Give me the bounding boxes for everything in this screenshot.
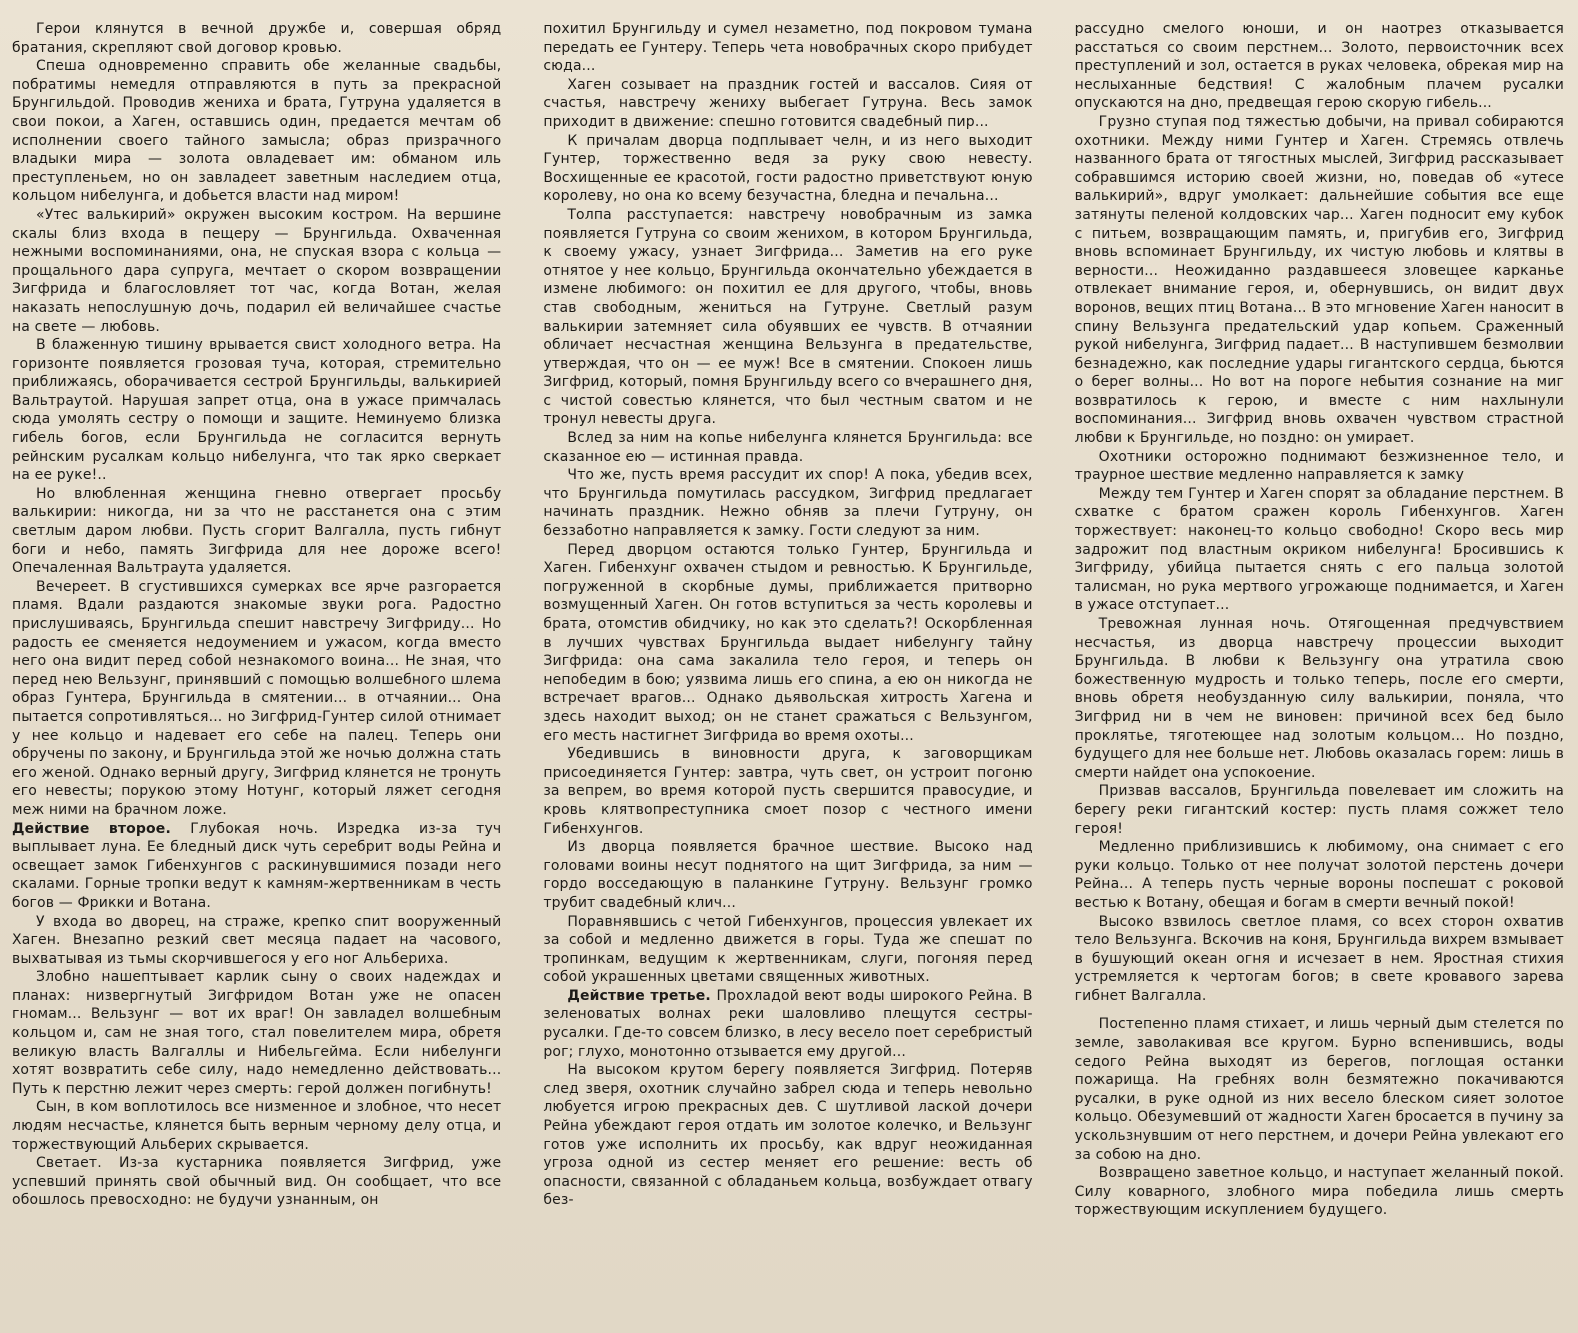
text-column-2: [543, 20, 1032, 1333]
paragraph: [1075, 1164, 1564, 1220]
paragraph: [12, 20, 501, 57]
paragraph-text: Глубокая ночь. Изредка из-за туч выплывает луна. Ее бледный диск чуть серебрит воды Рейна и освещает замок Гибенхунгов с раскинувшимися позади него скалами. Горные тропки ведут к камням-жертвенникам в честь богов — Фрикки и Вотана.: [12, 820, 502, 911]
paragraph-text: Постепенно пламя стихает, и лишь черный дым стелется по земле, заволакивая все кругом. Бурно вспенившись, воды седого Рейна выходят из берегов, поглощая останки пожарища. На гребнях волн безмятежно покачиваются русалки, в руке одной из них весело блеском сияет золотое кольцо. Обезумевший от жадности Хаген бросается в пучину за ускользнувшим от него перстнем, и дочери Рейна увлекают его за собою на дно.: [1074, 1016, 1564, 1163]
paragraph-text: похитил Брунгильду и сумел незаметно, под покровом тумана передать ее Гунтеру. Теперь чета новобрачных скоро прибудет сюда...: [543, 21, 1033, 75]
paragraph: [543, 838, 1032, 912]
paragraph: [1075, 113, 1564, 448]
paragraph: [543, 20, 1032, 76]
paragraph-text: Вечереет. В сгустившихся сумерках все ярче разгорается пламя. Вдали раздаются знакомые звуки рога. Радостно прислушиваясь, Брунгильда спешит навстречу Зигфриду... Но радость ее сменяется недоумением и ужасом, когда вместо него она видит перед собой незнакомого воина... Не зная, что перед нею Вельзунг, принявший с помощью волшебного шлема образ Гунтера, Брунгильда в смятении... в отчаянии... Она пытается сопротивляться... но Зигфрид-Гунтер силой отнимает у нее кольцо и надевает его себе на палец. Теперь они обручены по закону, и Брунгильда этой же ночью должна стать его женой. Однако верный другу, Зигфрид клянется не тронуть его невесты; порукою этому Нотунг, который ляжет сегодня меж ними на брачном ложе.: [12, 578, 502, 818]
paragraph-text: Толпа расступается: навстречу новобрачным из замка появляется Гутруна со своим женихом, в котором Брунгильда, к своему ужасу, узнает Зигфрида... Заметив на его руке отнятое у нее кольцо, Брунгильда окончательно убеждается в измене любимого: он похитил ее для другого, чтобы, вновь став свободным, жениться на Гутруне. Светлый разум валькирии затемняет сила обуявших ее чувств. В отчаянии обличает несчастная женщина Вельзунга в предательстве, утверждая, что он — ее муж! Все в смятении. Спокоен лишь Зигфрид, который, помня Брунгильду всего со вчерашнего дня, с чистой совестью клянется, что был честным сватом и не тронул невесты друга.: [543, 206, 1033, 428]
paragraph: [543, 206, 1032, 429]
paragraph: [1075, 913, 1564, 1006]
paragraph-text: Спеша одновременно справить обе желанные свадьбы, побратимы немедля отправляются в путь за прекрасной Брунгильдой. Проводив жениха и брата, Гутруна удаляется в свои покои, а Хаген, оставшись один, предается мечтам об исполнении своего тайного замысла; образ призрачного владыки мира — золота овладевает им: обманом иль преступленьем, но он завладеет заветным наследием отца, кольцом нибелунга, и добьется власти над миром!: [12, 58, 502, 205]
paragraph: [12, 57, 501, 206]
paragraph: [1075, 448, 1564, 485]
paragraph: [1075, 20, 1564, 113]
paragraph: [543, 76, 1032, 132]
paragraph-text: Светает. Из-за кустарника появляется Зигфрид, уже успевший принять свой обычный вид. Он сообщает, что все обошлось превосходно: не будучи узнанным, он: [12, 1155, 502, 1209]
paragraph: [12, 485, 501, 578]
act-heading: Действие второе.: [12, 820, 191, 837]
paragraph: [1075, 485, 1564, 615]
paragraph-text: В блаженную тишину врывается свист холодного ветра. На горизонте появляется грозовая туча, которая, стремительно приближаясь, оборачивается сестрой Брунгильды, валькирией Вальтраутой. Нарушая запрет отца, она в ужасе примчалась сюда умолять сестру о помощи и защите. Неминуемо близка гибель богов, если Брунгильда не согласится вернуть рейнским русалкам кольцо нибелунга, что так ярко сверкает на ее руке!..: [12, 337, 502, 484]
paragraph: [12, 206, 501, 336]
paragraph: [12, 968, 501, 1098]
paragraph-text: Возвращено заветное кольцо, и наступает желанный покой. Силу коварного, злобного мира победила лишь смерть торжествующим искуплением будущего.: [1074, 1165, 1564, 1219]
paragraph: [12, 336, 501, 485]
paragraph-text: Между тем Гунтер и Хаген спорят за обладание перстнем. В схватке с братом сражен король Гибенхунгов. Хаген торжествует: наконец-то кольцо свободно! Скоро весь мир задрожит под властным окриком нибелунга! Бросившись к Зигфриду, убийца пытается снять с его пальца золотой талисман, но рука мертвого угрожающе поднимается, и Хаген в ужасе отступает...: [1074, 485, 1564, 614]
paragraph-text: Герои клянутся в вечной дружбе и, совершая обряд братания, скрепляют свой договор кровью.: [12, 21, 502, 56]
paragraph-text: Хаген созывает на праздник гостей и вассалов. Сияя от счастья, навстречу жениху выбегает Гутруна. Весь замок приходит в движение: спешно готовится свадебный пир...: [543, 76, 1033, 130]
paragraph-text: Из дворца появляется брачное шествие. Высоко над головами воины несут поднятого на щит Зигфрида, за ним — гордо восседающую в паланкине Гутруну. Вельзунг громко трубит свадебный клич...: [543, 839, 1033, 911]
paragraph-text: Охотники осторожно поднимают безжизненное тело, и траурное шествие медленно направляется к замку: [1074, 448, 1564, 484]
act-heading: Действие третье.: [567, 987, 717, 1004]
paragraph: [543, 466, 1032, 540]
paragraph: [1075, 782, 1564, 838]
paragraph-text: «Утес валькирий» окружен высоким костром. На вершине скалы близ входа в пещеру — Брунгильда. Охваченная нежными воспоминаниями, она, не спуская взора с кольца — прощального дара супруга, мечтает о скором возвращении Зигфрида и благословляет тот час, когда Вотан, желая наказать непослушную дочь, подарил ей величайшее счастье на свете — любовь.: [12, 206, 502, 335]
paragraph-text: Тревожная лунная ночь. Отягощенная предчувствием несчастья, из дворца навстречу процессии выходит Брунгильда. В любви к Вельзунгу она утратила свою божественную мудрость и только теперь, после его смерти, вновь обретя необузданную силу валькирии, поняла, что Зигфрид ни в чем не виновен: причиной всех бед было проклятье, тяготеющее над золотым кольцом... Но поздно, будущего для нее больше нет. Любовь оказалась горем: лишь в смерти найдет она успокоение.: [1074, 616, 1564, 781]
text-column-3: [1075, 20, 1564, 1333]
paragraph-text: Вслед за ним на копье нибелунга клянется Брунгильда: все сказанное ею — истинная правда.: [543, 430, 1033, 465]
paragraph: [12, 578, 501, 820]
paragraph-text: Убедившись в виновности друга, к заговорщикам присоединяется Гунтер: завтра, чуть свет, он устроит погоню за вепрем, во время которой пусть свершится правосудие, и кровь клятвопреступника смоет позор с честного имени Гибенхунгов.: [543, 746, 1033, 837]
paragraph-text: Высоко взвилось светлое пламя, со всех сторон охватив тело Вельзунга. Вскочив на коня, Брунгильда вихрем взмывает в бушующий океан огня и исчезает в нем. Яростная стихия устремляется к чертогам богов; в свете кровавого зарева гибнет Валгалла.: [1074, 913, 1564, 1004]
paragraph: [12, 820, 501, 913]
paragraph: [543, 429, 1032, 466]
paragraph: [12, 1154, 501, 1210]
paragraph: [1075, 1015, 1564, 1164]
paragraph: [543, 541, 1032, 746]
paragraph: [543, 987, 1032, 1061]
paragraph: [12, 913, 501, 969]
text-column-1: [12, 20, 501, 1333]
paragraph: [1075, 838, 1564, 912]
paragraph-text: Что же, пусть время рассудит их спор! А пока, убедив всех, что Брунгильда помутилась рассудком, Зигфрид предлагает начинать праздник. Нежно обняв за плечи Гутруну, он беззаботно направляется к замку. Гости следуют за ним.: [543, 467, 1033, 540]
paragraph-text: Медленно приблизившись к любимому, она снимает с его руки кольцо. Только от нее получат золотой перстень дочери Рейна... А теперь пусть черные вороны поспешат с роковой вестью к Вотану, обещая и богам в смерти вечный покой!: [1074, 839, 1564, 911]
paragraph: [543, 745, 1032, 838]
paragraph: [543, 132, 1032, 206]
paragraph-text: К причалам дворца подплывает челн, и из него выходит Гунтер, торжественно ведя за руку свою невесту. Восхищенные ее красотой, гости радостно приветствуют юную королеву, но она ко всему безучастна, бледна и печальна...: [543, 132, 1033, 205]
paragraph-text: У входа во дворец, на страже, крепко спит вооруженный Хаген. Внезапно резкий свет месяца падает на часового, выхватывая из тьмы скорчившегося у его ног Альбериха.: [12, 913, 502, 967]
paragraph: [543, 913, 1032, 987]
paragraph-text: Поравнявшись с четой Гибенхунгов, процессия увлекает их за собой и медленно движется в горы. Туда же спешат по тропинкам, ведущим к жертвенникам, слуги, погоняя перед собой украшенных цветами священных животных.: [543, 913, 1033, 986]
paragraph-text: рассудно смелого юноши, и он наотрез отказывается расстаться со своим перстнем... Золото, первоисточник всех преступлений и зол, остается в руках человека, обрекая мир на неслыханные бедствия! С жалобным плачем русалки опускаются на дно, предвещая герою скорую гибель...: [1074, 21, 1564, 112]
paragraph: [543, 1061, 1032, 1210]
paragraph: [1075, 615, 1564, 782]
paragraph: [12, 1098, 501, 1154]
paragraph-text: Прохладой веют воды широкого Рейна. В зеленоватых волнах реки шаловливо плещутся сестры-русалки. Где-то совсем близко, в лесу весело поет серебристый рог; глухо, монотонно отзывается ему другой...: [543, 987, 1033, 1060]
paragraph-text: Но влюбленная женщина гневно отвергает просьбу валькирии: никогда, ни за что не расстанется она с этим светлым даром любви. Пусть сгорит Валгалла, пусть гибнут боги и небо, память Зигфрида для нее дороже всего! Опечаленная Вальтраута удаляется.: [12, 485, 502, 577]
paragraph-text: Сын, в ком воплотилось все низменное и злобное, что несет людям несчастье, клянется быть верным черному делу отца, и торжествующий Альберих скрывается.: [12, 1099, 502, 1153]
paragraph-text: Грузно ступая под тяжестью добычи, на привал собираются охотники. Между ними Гунтер и Хаген. Стремясь отвлечь названного брата от тягостных мыслей, Зигфрид рассказывает собравшимся историю своей жизни, но, поведав об «утесе валькирий», вдруг умолкает: дальнейшие события все еще затянуты пеленой колдовских чар... Хаген подносит ему кубок с питьем, возвращающим память, и, пригубив его, Зигфрид вновь вспоминает Брунгильду, их чистую любовь и клятвы в верности... Неожиданно раздавшееся зловещее карканье отвлекает внимание героя, и, обернувшись, он видит двух воронов, вещих птиц Вотана... В это мгновение Хаген наносит в спину Вельзунга предательский удар копьем. Сраженный рукой нибелунга, Зигфрид падает... В наступившем безмолвии безнадежно, как последние удары гигантского сердца, бьются о берег волны... Но вот на пороге небытия сознание на миг возвратилось к герою, и вместе с ним нахлынули воспоминания... Зигфрид вновь охвачен чувством страстной любви к Брунгильде, но поздно: он умирает.: [1074, 113, 1564, 447]
paragraph-text: Злобно нашептывает карлик сыну о своих надеждах и планах: низвергнутый Зигфридом Вотан уже не опасен гномам... Вельзунг — вот их враг! Он завладел волшебным кольцом и, сам не зная того, стал повелителем мира, обретя великую власть Валгаллы и Нибельгейма. Если нибелунги хотят возвратить себе силу, надо немедленно действовать... Путь к перстню лежит через смерть: герой должен погибнуть!: [12, 969, 502, 1097]
paragraph-text: На высоком крутом берегу появляется Зигфрид. Потеряв след зверя, охотник случайно забрел сюда и теперь невольно любуется игрою прекрасных дев. С шутливой лаской дочери Рейна убеждают героя отдать им золотое колечко, и Вельзунг готов уже исполнить их просьбу, как вдруг неожиданная угроза одной из сестер меняет его решение: весть об опасности, связанной с обладаньем кольца, возбуждает отвагу без-: [543, 1062, 1033, 1209]
paragraph-text: Призвав вассалов, Брунгильда повелевает им сложить на берегу реки гигантский костер: пусть пламя сожжет тело героя!: [1074, 783, 1564, 837]
paragraph-text: Перед дворцом остаются только Гунтер, Брунгильда и Хаген. Гибенхунг охвачен стыдом и ревностью. К Брунгильде, погруженной в скорбные думы, приближается притворно возмущенный Хаген. Он готов вступиться за честь королевы и брата, отомстив обидчику, но как это сделать?! Оскорбленная в лучших чувствах Брунгильда выдает нибелунгу тайну Зигфрида: она сама закалила тело героя, и теперь он непобедим в бою; уязвима лишь его спина, а ею он никогда не встречает врагов... Однако дьявольская хитрость Хагена и здесь находит выход; он не станет сражаться с Вельзунгом, его месть настигнет Зигфрида во время охоты...: [543, 541, 1033, 744]
